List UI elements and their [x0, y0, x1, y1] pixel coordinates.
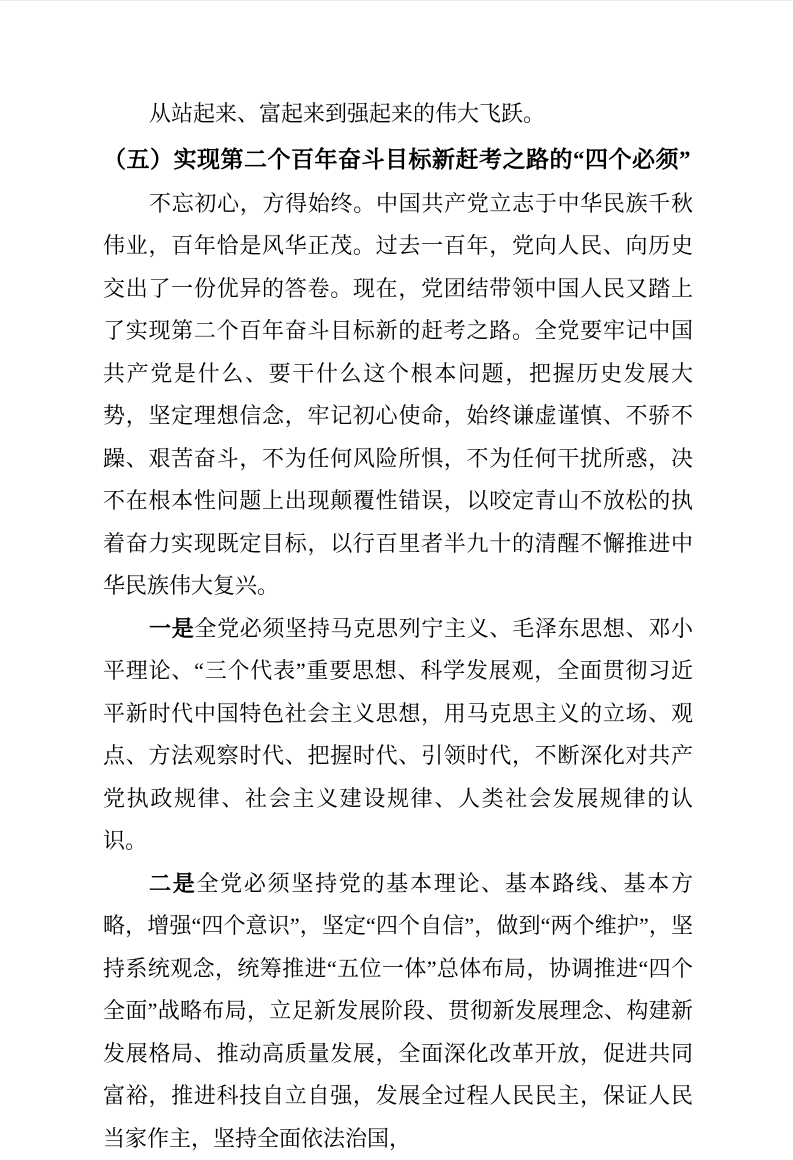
paragraph-text: 全党必须坚持党的基本理论、基本路线、基本方略，增强“四个意识”，坚定“四个自信”，做到“两个维护”，坚持系统观念，统筹推进“五位一体”总体布局，协调推进“四个全面”战略布局，立足新发展阶段、贯彻新发展理念、构建新发展格局、推动高质量发展，全面深化改革开放，促进共同富裕，推进科技自立自强，发展全过程人民民主，保证人民当家作主，坚持全面依法治国， — [103, 871, 693, 1151]
paragraph-text: 全党必须坚持马克思列宁主义、毛泽东思想、邓小平理论、“三个代表”重要思想、科学发展观，全面贯彻习近平新时代中国特色社会主义思想，用马克思主义的立场、观点、方法观察时代、把握时代、引领时代，不断深化对共产党执政规律、社会主义建设规律、人类社会发展规律的认识。 — [103, 616, 693, 854]
intro-paragraph — [103, 93, 693, 136]
section-heading: （五）实现第二个百年奋斗目标新赶考之路的“四个必须” — [103, 136, 693, 183]
paragraph-lead: 一是 — [149, 616, 194, 641]
paragraph-lead: 二是 — [149, 871, 196, 896]
intro-paragraph-text: 从站起来、富起来到强起来的伟大飞跃。 — [149, 101, 545, 126]
body-paragraph — [103, 863, 693, 1160]
paragraph-text: 不忘初心，方得始终。中国共产党立志于中华民族千秋伟业，百年恰是风华正茂。过去一百年，党向人民、向历史交出了一份优异的答卷。现在，党团结带领中国人民又踏上了实现第二个百年奋斗目标新的赶考之路。全党要牢记中国共产党是什么、要干什么这个根本问题，把握历史发展大势，坚定理想信念，牢记初心使命，始终谦虚谨慎、不骄不躁、艰苦奋斗，不为任何风险所惧，不为任何干扰所惑，决不在根本性问题上出现颠覆性错误，以咬定青山不放松的执着奋力实现既定目标，以行百里者半九十的清醒不懈推进中华民族伟大复兴。 — [103, 191, 693, 599]
body-paragraph — [103, 608, 693, 863]
body-paragraph — [103, 183, 693, 608]
